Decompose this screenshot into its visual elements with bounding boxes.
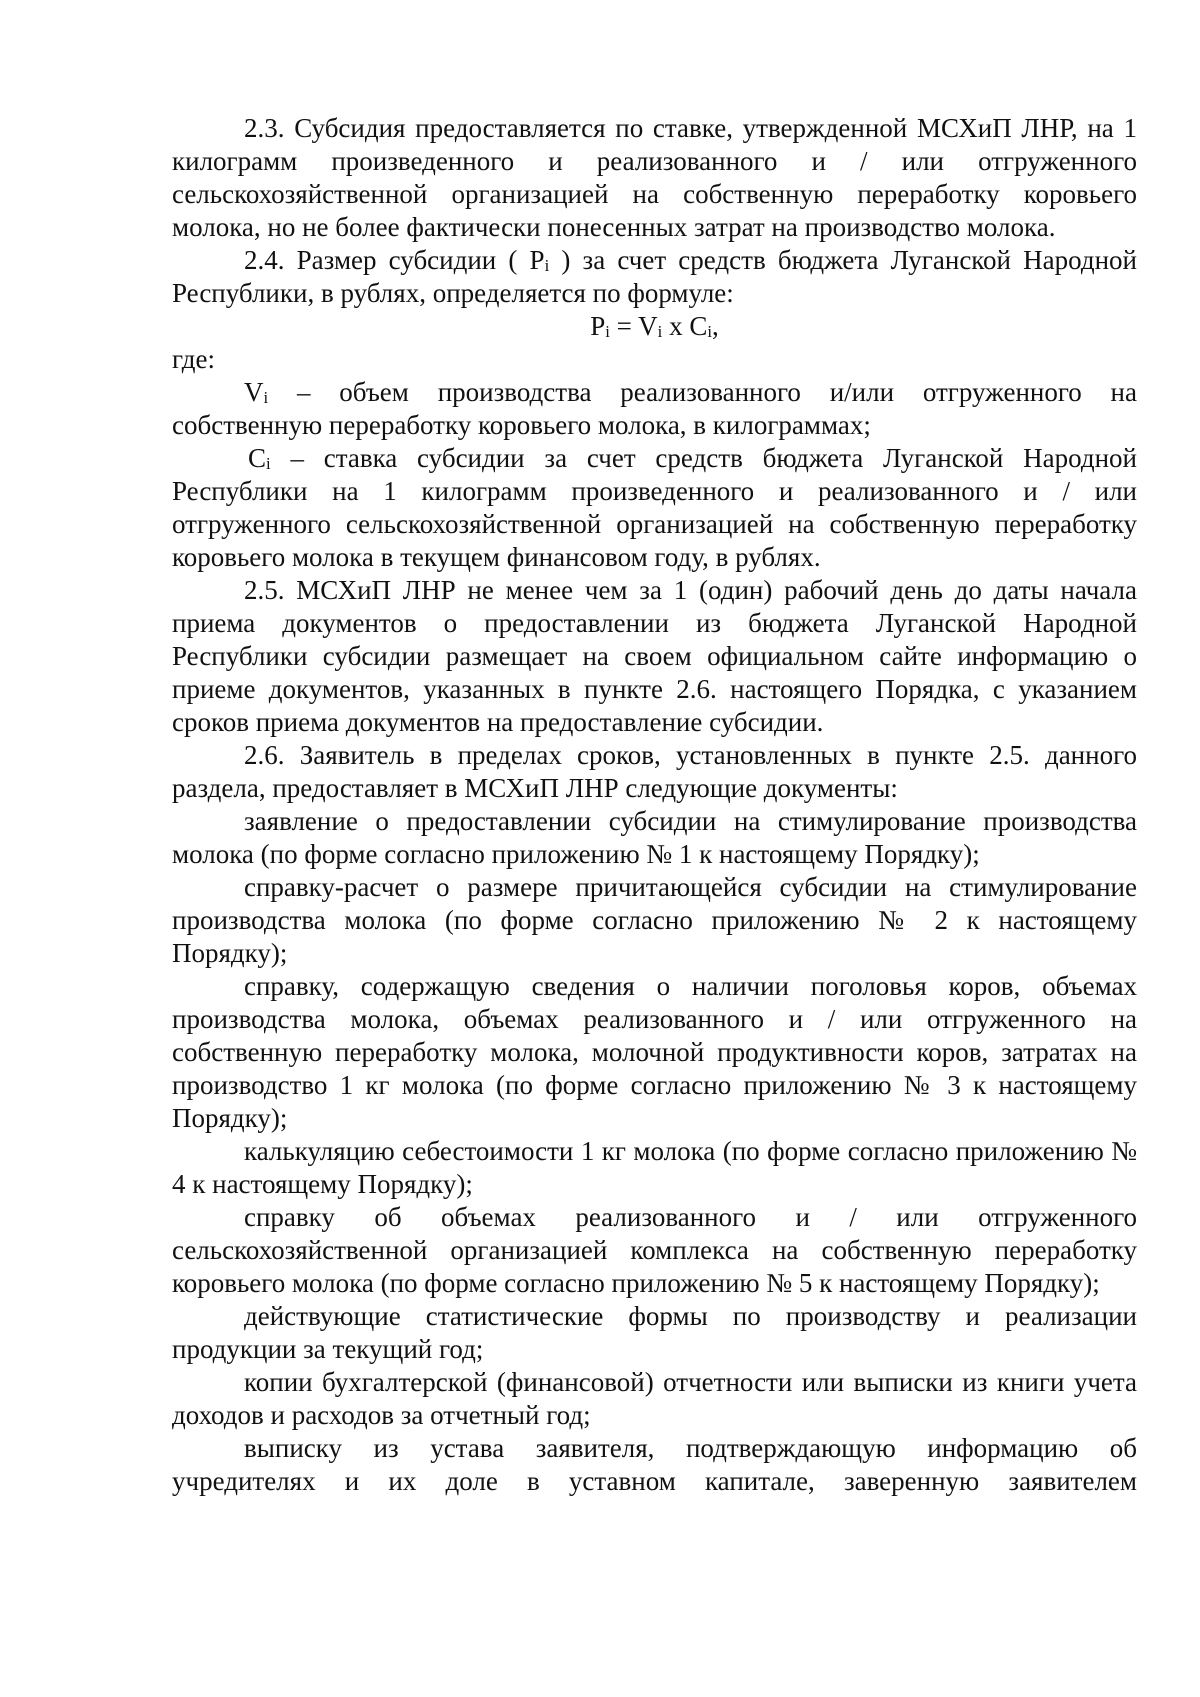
formula-p: P xyxy=(590,311,606,341)
document-item-5: справку об объемах реализованного и / или отгруженного сельскохозяйственной организацией комплекса на собственную переработку коровьего молока (по форме согласно приложению № 5 к настоящему Порядку); xyxy=(172,1202,1137,1298)
ci-text: – ставка субсидии за счет средств бюджета Луганской Народной Республики на 1 килограмм произведенного и реализованного и / или отгруженного сельскохозяйственной организацией на собственную переработку коровьего молока в текущем финансовом году, в рублях. xyxy=(172,443,1137,572)
vi-symbol: V xyxy=(244,377,264,407)
document-item-7: копии бухгалтерской (финансовой) отчетности или выписки из книги учета доходов и расходов за отчетный год; xyxy=(172,1367,1137,1430)
p24-text-post: ) за счет средств бюджета Луганской Народной Республики, в рублях, определяется по формуле: xyxy=(172,245,1137,308)
document-item-1: заявление о предоставлении субсидии на стимулирование производства молока (по форме согласно приложению № 1 к настоящему Порядку); xyxy=(172,806,1137,869)
document-item-4: калькуляцию себестоимости 1 кг молока (по форме согласно приложению № 4 к настоящему Порядку); xyxy=(172,1136,1137,1199)
formula-p-sub: i xyxy=(605,322,610,341)
document-page xyxy=(172,112,1137,1498)
formula-eq-v: = V xyxy=(609,311,658,341)
ci-subscript: i xyxy=(266,454,271,473)
vi-text: – объем производства реализованного и/или отгруженного на собственную переработку коровьего молока, в килограммах; xyxy=(172,377,1137,440)
document-item-3: справку, содержащую сведения о наличии поголовья коров, объемах производства молока, объемах реализованного и / или отгруженного на собственную переработку молока, молочной продуктивности коров, затратах на производство 1 кг молока (по форме согласно приложению № 3 к настоящему Порядку); xyxy=(172,971,1137,1133)
document-item-8: выписку из устава заявителя, подтверждающую информацию об учредителях и их доле в уставном капитале, заверенную заявителем xyxy=(172,1433,1137,1496)
definition-vi xyxy=(172,376,1137,442)
vi-subscript: i xyxy=(263,388,269,407)
ci-symbol: C xyxy=(248,443,267,473)
p24-text-pre: 2.4. Размер субсидии ( P xyxy=(244,245,545,275)
document-item-2: справку-расчет о размере причитающейся субсидии на стимулирование производства молока (по форме согласно приложению № 2 к настоящему Порядку); xyxy=(172,872,1137,968)
where-label: где: xyxy=(172,344,215,374)
paragraph-2-5: 2.5. МСХиП ЛНР не менее чем за 1 (один) рабочий день до даты начала приема документов о предоставлении из бюджета Луганской Народной Республики субсидии размещает на своем официальном сайте информацию о приеме документов, указанных в пункте 2.6. настоящего Порядка, с указанием сроков приема документов на предоставление субсидии. xyxy=(172,575,1137,737)
paragraph-2-6: 2.6. Заявитель в пределах сроков, установленных в пункте 2.5. данного раздела, предоставляет в МСХиП ЛНР следующие документы: xyxy=(172,740,1137,803)
formula-v-sub: i xyxy=(657,322,663,341)
formula-c-sub: i xyxy=(707,322,712,341)
definition-ci xyxy=(172,442,1137,574)
formula-end: , xyxy=(712,311,719,341)
formula-x-c: x C xyxy=(662,311,708,341)
formula xyxy=(172,310,1137,343)
p24-subscript: i xyxy=(544,256,550,275)
paragraph-2-3: 2.3. Субсидия предоставляется по ставке, утвержденной МСХиП ЛНР, на 1 килограмм произведенного и реализованного и / или отгруженного сельскохозяйственной организацией на собственную переработку коровьего молока, но не более фактически понесенных затрат на производство молока. xyxy=(172,113,1137,242)
document-item-6: действующие статистические формы по производству и реализации продукции за текущий год; xyxy=(172,1301,1137,1364)
paragraph-2-4 xyxy=(172,244,1137,310)
